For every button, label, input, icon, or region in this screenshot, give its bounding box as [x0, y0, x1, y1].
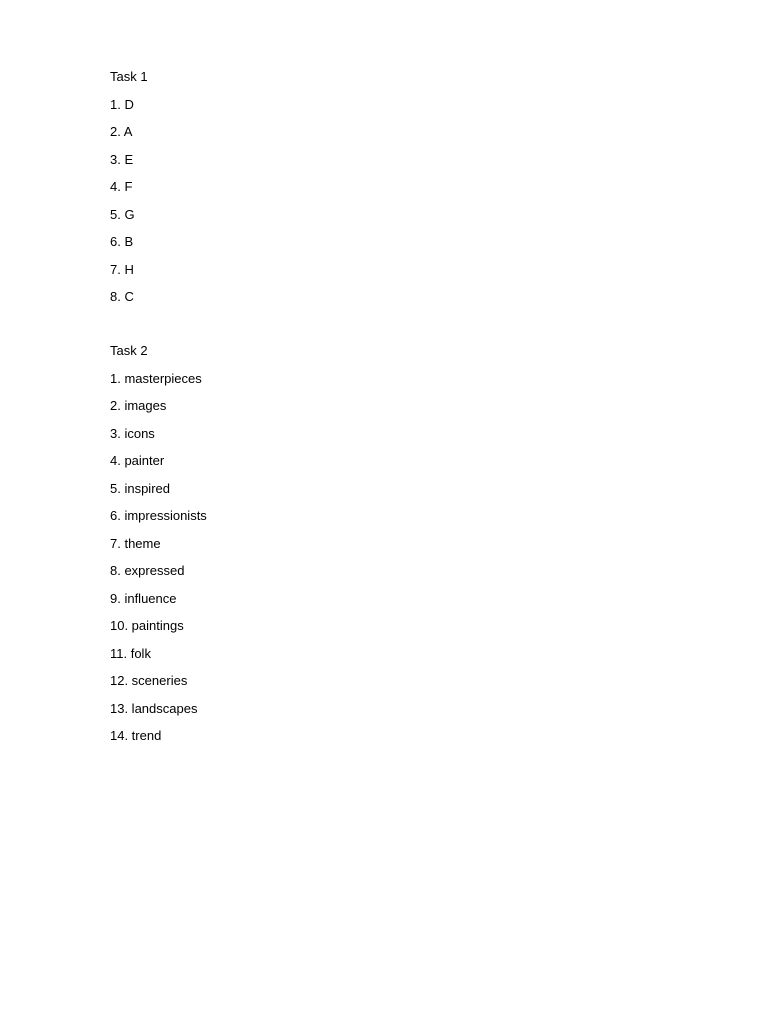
answer-item: 11. folk	[110, 645, 151, 661]
answer-item: 6. impressionists	[110, 508, 207, 523]
answer-item: 12. sceneries	[110, 673, 188, 688]
task2-title: Task 2	[110, 343, 148, 358]
answer-item: 8. expressed	[110, 563, 185, 578]
answer-item: 7. H	[110, 261, 134, 277]
answer-item: 5. G	[110, 206, 135, 222]
answer-item: 6. B	[110, 234, 134, 249]
answer-item: 3. icons	[110, 425, 155, 441]
answer-item: 14. trend	[110, 728, 162, 743]
task2-answer-list	[110, 371, 710, 745]
answer-item: 13. landscapes	[110, 700, 198, 716]
task1-title: Task 1	[110, 69, 148, 84]
task2-section	[110, 343, 710, 744]
answer-item: 1. masterpieces	[110, 370, 202, 386]
answer-item: 7. theme	[110, 535, 161, 551]
answer-item: 4. painter	[110, 453, 165, 468]
answer-item: 9. influence	[110, 590, 177, 606]
document-page	[110, 69, 710, 744]
answer-item: 1. D	[110, 96, 134, 112]
answer-item: 5. inspired	[110, 480, 170, 496]
task1-section	[110, 69, 710, 305]
answer-item: 2. images	[110, 398, 167, 413]
answer-item: 8. C	[110, 289, 134, 304]
answer-item: 3. E	[110, 151, 134, 167]
answer-item: 2. A	[110, 124, 133, 139]
answer-item: 10. paintings	[110, 618, 184, 633]
task1-answer-list	[110, 97, 710, 306]
answer-item: 4. F	[110, 179, 133, 194]
